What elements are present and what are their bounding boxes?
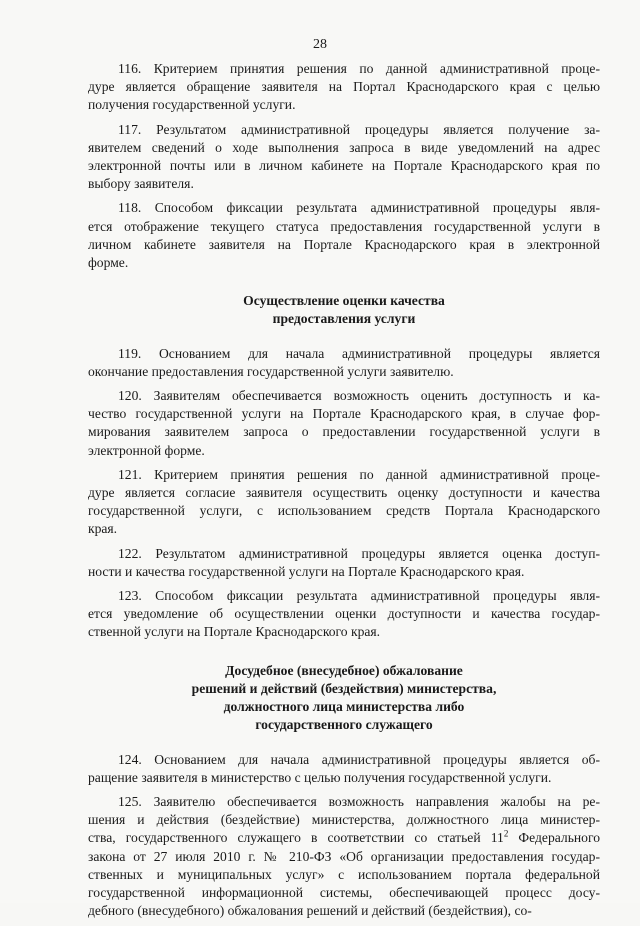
paragraph-line: 117. Результатом административной процедуры является получение за- [118,121,600,137]
paragraph [88,345,600,381]
paragraph [88,121,600,194]
paragraph-line: форме. [88,255,129,271]
line-text: ства, государственного служащего в соответствии со статьей 11 [88,830,504,846]
paragraph-line: дебного (внесудебного) обжалования решений и действий (бездействия), со- [88,903,532,919]
paragraph-line: ственных и муниципальных услуг» с использованием портала федеральной [88,866,600,882]
paragraph [88,587,600,642]
paragraph-line: дуре является согласие заявителя осуществить оценку доступности и качества [88,485,600,501]
paragraph-line: 124. Основанием для начала административной процедуры является об- [118,751,600,767]
paragraph-line: мирования заявителем запроса о предоставлении государственной услуги в [88,424,600,440]
section-heading [88,292,600,328]
paragraph-line: закона от 27 июля 2010 г. № 210-ФЗ «Об организации предоставления государ- [88,848,600,864]
paragraph-line: 120. Заявителям обеспечивается возможность оценить доступность и ка- [118,388,600,404]
paragraph-line: ется отображение текущего статуса предоставления государственной услуги в [88,218,600,234]
paragraph-line: ности и качества государственной услуги на Портале Краснодарского края. [88,563,525,579]
section-heading [88,662,600,735]
heading-line: должностного лица министерства либо [223,699,465,715]
paragraph-line: 122. Результатом административной процедуры является оценка доступ- [118,545,600,561]
paragraph [88,199,600,272]
paragraph-line: ется уведомление об осуществлении оценки доступности и качества государ- [88,606,600,622]
heading-line: Досудебное (внесудебное) обжалование [225,662,463,678]
paragraph [88,545,600,581]
document-body [88,60,600,926]
paragraph-line: выбору заявителя. [88,176,194,192]
page-number: 28 [313,37,327,52]
paragraph-line: 116. Критерием принятия решения по данной административной проце- [118,61,600,76]
paragraph-line: электронной почты или в личном кабинете на Портале Краснодарского края по [88,158,600,174]
paragraph-line: 121. Критерием принятия решения по данной административной проце- [118,466,600,482]
paragraph-line: получения государственной услуги. [88,97,296,113]
paragraph [88,387,600,460]
paragraph-line: 123. Способом фиксации результата административной процедуры явля- [118,588,600,604]
paragraph-line: шения и действия (бездействие) министерства, должностного лица министер- [88,812,600,828]
paragraph-line: ственной услуги на Портале Краснодарского края. [88,624,381,640]
paragraph-line: чество государственной услуги на Портале Краснодарского края, в случае фор- [88,406,600,422]
heading-line: решений и действий (бездействия) министерства, [191,680,497,696]
footnote-superscript: 2 [503,828,509,839]
paragraph [88,751,600,787]
paragraph [88,793,600,920]
paragraph-line: электронной форме. [88,442,205,458]
paragraph-line [88,829,600,847]
line-tail-text: Федерального [508,830,600,846]
paragraph-line: дуре является обращение заявителя на Портал Краснодарского края с целью [88,79,600,95]
paragraph-line: 118. Способом фиксации результата административной процедуры явля- [118,200,600,216]
paragraph-line: 119. Основанием для начала административной процедуры является [118,345,600,361]
heading-line: государственного служащего [255,717,433,733]
heading-line: Осуществление оценки качества [243,293,445,309]
paragraph [88,60,600,115]
paragraph-line: 125. Заявителю обеспечивается возможность направления жалобы на ре- [118,793,600,809]
heading-line: предоставления услуги [272,311,416,327]
paragraph [88,466,600,539]
paragraph-line: окончание предоставления государственной услуги заявителю. [88,363,454,379]
paragraph-line: края. [88,521,118,537]
paragraph-line: государственной услуги, с использованием средств Портала Краснодарского [88,503,600,519]
paragraph-line: личном кабинете заявителя на Портале Краснодарского края в электронной [88,236,600,252]
paragraph-line: ращение заявителя в министерство с целью получения государственной услуги. [88,769,552,785]
paragraph-line: государственной информационной системы, обеспечивающей процесс досу- [88,884,600,900]
paragraph-line: явителем сведений о ходе выполнения запроса в виде уведомлений на адрес [88,139,600,155]
